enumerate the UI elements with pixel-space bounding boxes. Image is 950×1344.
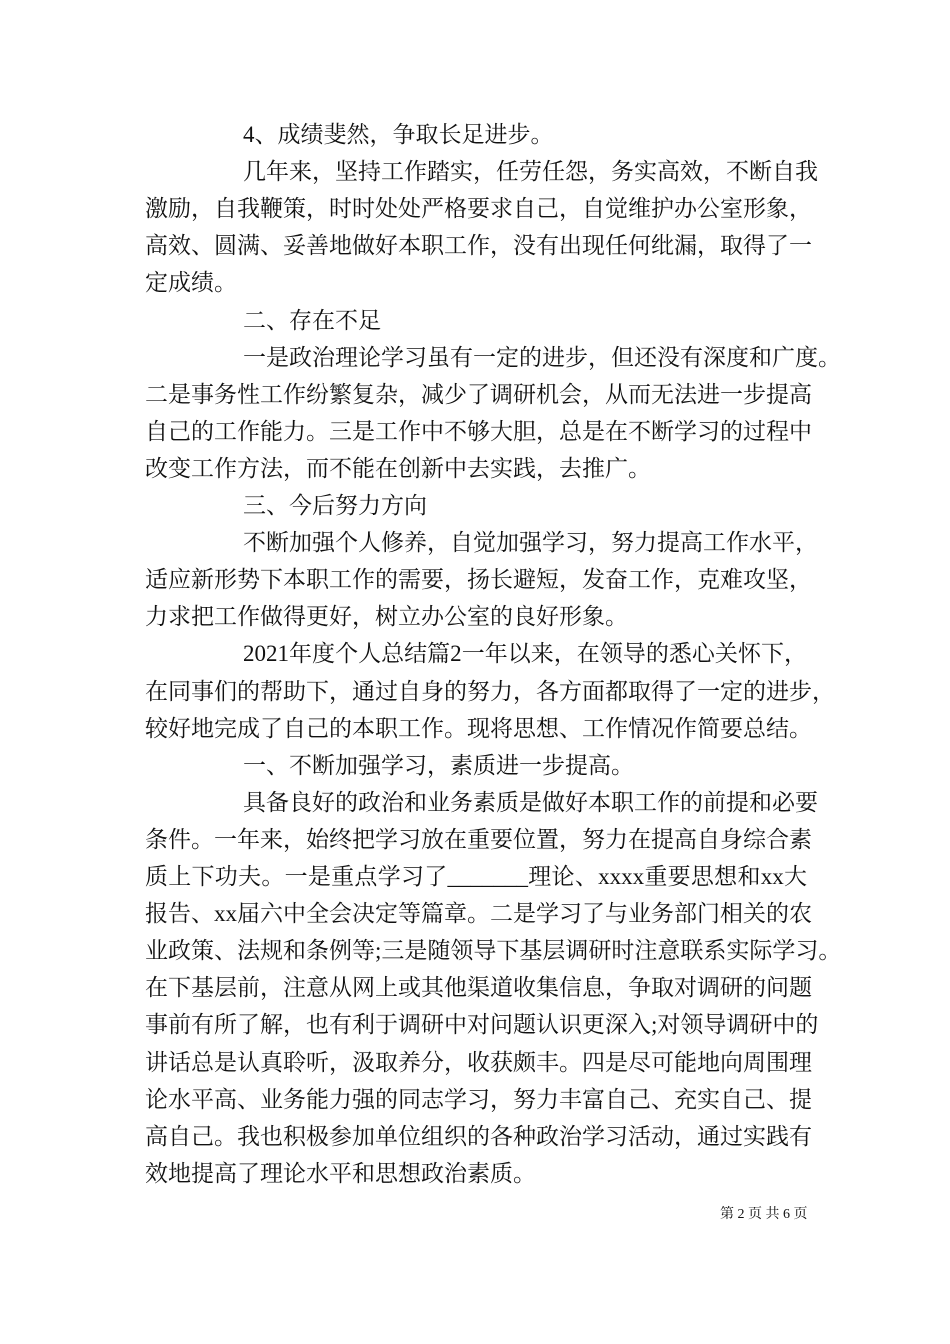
text-line: 二是事务性工作纷繁复杂，减少了调研机会，从而无法进一步提高 (145, 381, 812, 407)
text-line: 论水平高、业务能力强的同志学习，努力丰富自己、充实自己、提 (145, 1086, 812, 1112)
text-line: 4、成绩斐然，争取长足进步。 (243, 122, 554, 147)
page-number: 第 2 页 共 6 页 (720, 1207, 808, 1222)
text-line: 不断加强个人修养，自觉加强学习，努力提高工作水平， (243, 530, 818, 556)
text-line: 改变工作方法，而不能在创新中去实践，去推广。 (145, 455, 651, 481)
text-line: 质上下功夫。一是重点学习了_______理论、xxxx重要思想和xx大 (145, 864, 807, 889)
text-line: 在同事们的帮助下，通过自身的努力，各方面都取得了一定的进步， (145, 678, 835, 704)
text-line: 具备良好的政治和业务素质是做好本职工作的前提和必要 (243, 789, 818, 815)
text-line: 效地提高了理论水平和思想政治素质。 (145, 1160, 536, 1186)
text-line: 几年来，坚持工作踏实，任劳任怨，务实高效，不断自我 (243, 159, 818, 185)
text-line: 力求把工作做得更好，树立办公室的良好形象。 (145, 604, 628, 630)
text-line: 较好地完成了自己的本职工作。现将思想、工作情况作简要总结。 (145, 715, 812, 741)
text-line: 适应新形势下本职工作的需要，扬长避短，发奋工作，克难攻坚， (145, 567, 812, 593)
text-line: 报告、xx届六中全会决定等篇章。二是学习了与业务部门相关的农 (145, 901, 812, 927)
text-line: 高自己。我也积极参加单位组织的各种政治学习活动，通过实践有 (145, 1123, 812, 1149)
text-line: 三、今后努力方向 (243, 493, 427, 518)
text-line: 讲话总是认真聆听，汲取养分，收获颇丰。四是尽可能地向周围理 (145, 1049, 812, 1075)
text-line: 一、不断加强学习，素质进一步提高。 (243, 752, 634, 778)
text-line: 业政策、法规和条例等;三是随领导下基层调研时注意联系实际学习。 (145, 938, 842, 964)
text-line: 定成绩。 (145, 270, 237, 296)
text-line: 事前有所了解，也有利于调研中对问题认识更深入;对领导调研中的 (145, 1012, 819, 1038)
text-line: 2021年度个人总结篇2一年以来，在领导的悉心关怀下， (243, 641, 807, 667)
text-line: 自己的工作能力。三是工作中不够大胆，总是在不断学习的过程中 (145, 418, 812, 444)
text-line: 在下基层前，注意从网上或其他渠道收集信息，争取对调研的问题 (145, 975, 812, 1001)
text-line: 高效、圆满、妥善地做好本职工作，没有出现任何纰漏，取得了一 (145, 233, 812, 259)
text-line: 条件。一年来，始终把学习放在重要位置，努力在提高自身综合素 (145, 826, 812, 852)
text-line: 一是政治理论学习虽有一定的进步，但还没有深度和广度。 (243, 344, 841, 370)
text-line: 激励，自我鞭策，时时处处严格要求自己，自觉维护办公室形象， (145, 196, 812, 222)
text-line: 二、存在不足 (243, 307, 381, 333)
